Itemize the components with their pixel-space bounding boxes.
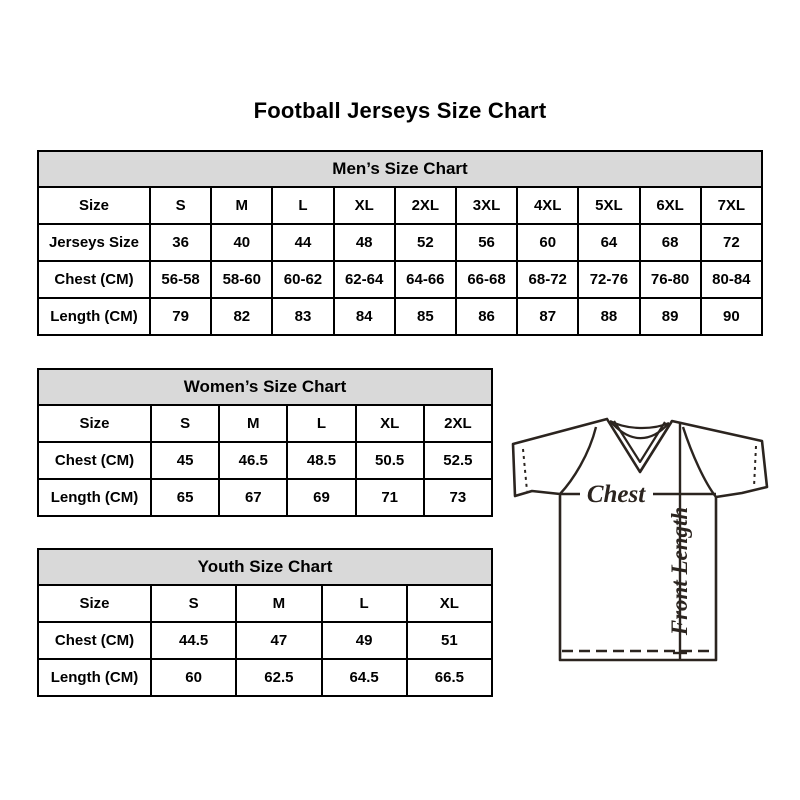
mens-cell-1-9: 68 [640,224,701,261]
womens-cell-2-2: 67 [219,479,287,516]
mens-table-row-2 [38,261,762,298]
youth-cell-0-1: S [151,585,236,622]
youth-cell-1-3: 49 [322,622,407,659]
mens-cell-2-4: 62-64 [334,261,395,298]
mens-cell-0-9: 6XL [640,187,701,224]
chest-label: Chest [586,481,646,508]
mens-row-label-1: Jerseys Size [38,224,150,261]
youth-cell-2-2: 62.5 [236,659,321,696]
mens-cell-0-1: S [150,187,211,224]
mens-row-label-3: Length (CM) [38,298,150,335]
womens-cell-1-2: 46.5 [219,442,287,479]
mens-cell-1-3: 44 [272,224,333,261]
youth-table-title: Youth Size Chart [38,549,492,585]
mens-cell-3-2: 82 [211,298,272,335]
mens-cell-0-6: 3XL [456,187,517,224]
womens-table-header-row [38,369,492,405]
youth-row-label-2: Length (CM) [38,659,151,696]
mens-cell-0-10: 7XL [701,187,762,224]
mens-row-label-2: Chest (CM) [38,261,150,298]
womens-cell-0-3: L [287,405,355,442]
mens-cell-1-1: 36 [150,224,211,261]
womens-table-row-2 [38,479,492,516]
youth-cell-1-1: 44.5 [151,622,236,659]
womens-cell-1-5: 52.5 [424,442,492,479]
mens-cell-1-5: 52 [395,224,456,261]
jersey-outline [513,419,767,660]
mens-cell-1-6: 56 [456,224,517,261]
mens-cell-3-7: 87 [517,298,578,335]
womens-cell-0-4: XL [356,405,424,442]
mens-size-table [37,150,763,336]
mens-cell-0-7: 4XL [517,187,578,224]
page-title: Football Jerseys Size Chart [253,98,547,123]
mens-cell-0-2: M [211,187,272,224]
mens-table-header-row [38,151,762,187]
womens-cell-0-2: M [219,405,287,442]
mens-cell-1-2: 40 [211,224,272,261]
youth-table-row-0 [38,585,492,622]
youth-cell-1-2: 47 [236,622,321,659]
mens-cell-0-8: 5XL [578,187,639,224]
youth-cell-0-2: M [236,585,321,622]
mens-cell-2-10: 80-84 [701,261,762,298]
youth-table-header-row [38,549,492,585]
mens-cell-2-6: 66-68 [456,261,517,298]
mens-cell-3-8: 88 [578,298,639,335]
mens-cell-0-4: XL [334,187,395,224]
mens-cell-3-6: 86 [456,298,517,335]
mens-cell-1-10: 72 [701,224,762,261]
mens-cell-3-9: 89 [640,298,701,335]
youth-cell-0-3: L [322,585,407,622]
mens-table-title: Men’s Size Chart [38,151,762,187]
mens-cell-1-7: 60 [517,224,578,261]
womens-cell-0-5: 2XL [424,405,492,442]
youth-cell-2-4: 66.5 [407,659,492,696]
womens-size-table [37,368,493,517]
youth-row-label-0: Size [38,585,151,622]
womens-row-label-0: Size [38,405,151,442]
womens-cell-2-1: 65 [151,479,219,516]
mens-table-row-1 [38,224,762,261]
youth-cell-1-4: 51 [407,622,492,659]
mens-cell-2-8: 72-76 [578,261,639,298]
youth-table-row-2 [38,659,492,696]
mens-row-label-0: Size [38,187,150,224]
mens-cell-2-3: 60-62 [272,261,333,298]
womens-table-title: Women’s Size Chart [38,369,492,405]
mens-cell-2-1: 56-58 [150,261,211,298]
mens-cell-1-8: 64 [578,224,639,261]
womens-cell-0-1: S [151,405,219,442]
womens-table-row-0 [38,405,492,442]
jersey-measurement-diagram [496,403,788,677]
womens-cell-2-3: 69 [287,479,355,516]
mens-cell-3-1: 79 [150,298,211,335]
jersey-illustration [496,403,788,677]
youth-table-row-1 [38,622,492,659]
womens-table-row-1 [38,442,492,479]
youth-row-label-1: Chest (CM) [38,622,151,659]
womens-cell-1-3: 48.5 [287,442,355,479]
mens-cell-0-5: 2XL [395,187,456,224]
womens-row-label-2: Length (CM) [38,479,151,516]
youth-cell-0-4: XL [407,585,492,622]
mens-table-row-3 [38,298,762,335]
mens-cell-3-3: 83 [272,298,333,335]
mens-cell-2-5: 64-66 [395,261,456,298]
womens-cell-1-1: 45 [151,442,219,479]
mens-cell-0-3: L [272,187,333,224]
mens-cell-2-2: 58-60 [211,261,272,298]
youth-size-table [37,548,493,697]
mens-cell-1-4: 48 [334,224,395,261]
mens-cell-2-7: 68-72 [517,261,578,298]
womens-cell-1-4: 50.5 [356,442,424,479]
womens-cell-2-5: 73 [424,479,492,516]
mens-cell-2-9: 76-80 [640,261,701,298]
mens-cell-3-10: 90 [701,298,762,335]
mens-cell-3-4: 84 [334,298,395,335]
womens-cell-2-4: 71 [356,479,424,516]
mens-table-row-0 [38,187,762,224]
mens-cell-3-5: 85 [395,298,456,335]
youth-cell-2-1: 60 [151,659,236,696]
womens-row-label-1: Chest (CM) [38,442,151,479]
youth-cell-2-3: 64.5 [322,659,407,696]
front-length-label: Front Length [667,506,692,636]
